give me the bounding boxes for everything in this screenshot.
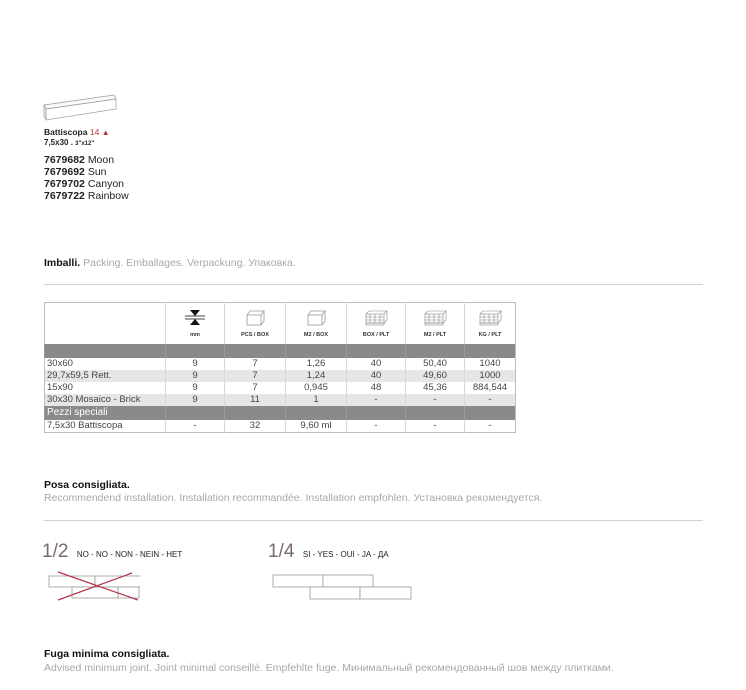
offset-ratio: 1/2 xyxy=(42,541,69,562)
half-offset-pattern-crossed-icon xyxy=(48,571,140,601)
header-label: PCS / BOX xyxy=(241,332,269,338)
header-thickness xyxy=(166,303,225,345)
cell-size: 15x90 xyxy=(47,382,73,393)
table-row xyxy=(45,420,516,433)
pallet-icon xyxy=(423,310,447,326)
band-cell xyxy=(347,406,406,420)
product-codes-list xyxy=(44,154,129,202)
table-band-special xyxy=(45,406,516,420)
color-name: Sun xyxy=(87,166,107,178)
cell-size: 30x30 Mosaico - Brick xyxy=(45,394,166,406)
cell: 1,26 xyxy=(286,358,347,370)
pallet-icon xyxy=(364,310,388,326)
cell: - xyxy=(166,420,225,433)
header-kg-plt xyxy=(465,303,516,345)
band-cell xyxy=(465,344,516,358)
table-row xyxy=(45,382,516,394)
header-label: M2 / PLT xyxy=(423,332,447,338)
header-m2-box xyxy=(286,303,347,345)
header-label: BOX / PLT xyxy=(362,332,390,338)
band-cell xyxy=(225,344,286,358)
cell: 7 xyxy=(225,358,286,370)
band-cell xyxy=(166,344,225,358)
header-pcs-box xyxy=(225,303,286,345)
cell: 1,24 xyxy=(286,370,347,382)
offset-label: NO - NO - NON - NEIN - HET xyxy=(76,550,183,559)
cell: 40 xyxy=(347,358,406,370)
table-band xyxy=(45,344,516,358)
packing-translations: Packing. Emballages. Verpackung. Упаковка. xyxy=(83,257,296,269)
skirting-tile-illustration xyxy=(42,93,118,123)
size-inch: 3"x12" xyxy=(75,141,95,147)
table-row xyxy=(45,394,516,406)
band-cell xyxy=(347,344,406,358)
divider xyxy=(44,520,703,521)
joint-title: Fuga minima consigliata. xyxy=(44,648,170,660)
product-name: Battiscopa xyxy=(44,127,88,137)
pallet-icon xyxy=(478,310,502,326)
cell: - xyxy=(406,394,465,406)
joint-translations: Advised minimum joint. Joint minimal conseillé. Empfehlte fuge. Минимальный рекомендованный шов между плитками. xyxy=(44,662,614,674)
product-code-item xyxy=(44,178,129,190)
packing-title: Imballi. xyxy=(44,257,81,269)
offset-label: SI - YES - OUI - JA - ДА xyxy=(302,550,389,559)
band-cell xyxy=(406,406,465,420)
offset-ratio: 1/4 xyxy=(268,541,295,562)
divider xyxy=(44,284,703,285)
cell: 49,60 xyxy=(406,370,465,382)
cell-size: 29,7x59,5 Rett. xyxy=(45,370,166,382)
product-title xyxy=(44,127,110,137)
cell: 9 xyxy=(166,394,225,406)
cell: - xyxy=(347,420,406,433)
packing-heading xyxy=(44,257,296,269)
band-cell xyxy=(286,406,347,420)
cell: 48 xyxy=(347,382,406,394)
code: 7679722 xyxy=(44,190,85,202)
band-cell xyxy=(225,406,286,420)
size-metric: 7,5x30 . xyxy=(44,138,73,147)
band-cell xyxy=(286,344,347,358)
special-pieces-label: Pezzi speciali xyxy=(45,406,166,420)
product-code-item xyxy=(44,190,129,202)
cell: 9 xyxy=(166,370,225,382)
cell: 9 xyxy=(166,382,225,394)
installation-title: Posa consigliata. xyxy=(44,479,130,491)
code: 7679702 xyxy=(44,178,85,190)
color-name: Moon xyxy=(87,154,115,166)
cell: 1000 xyxy=(465,370,516,382)
band-cell xyxy=(166,406,225,420)
cell: - xyxy=(465,420,516,433)
header-m2-plt xyxy=(406,303,465,345)
box-icon xyxy=(305,310,327,326)
cell: - xyxy=(465,394,516,406)
cell: 0,945 xyxy=(286,382,347,394)
cell: 45,36 xyxy=(406,382,465,394)
header-label: mm xyxy=(190,332,200,338)
cell: 884,544 xyxy=(465,382,516,394)
cell: - xyxy=(406,420,465,433)
cell: 1040 xyxy=(465,358,516,370)
product-number: 14 xyxy=(89,127,100,137)
warning-triangle-icon: ▲ xyxy=(101,128,110,137)
cell: 9 xyxy=(166,358,225,370)
header-label: KG / PLT xyxy=(478,332,502,338)
quarter-offset-pattern-icon xyxy=(272,574,414,602)
cell: 7 xyxy=(225,370,286,382)
table-header-row xyxy=(45,303,516,345)
color-name: Canyon xyxy=(87,178,125,190)
color-name: Rainbow xyxy=(87,190,129,202)
cell: 7 xyxy=(225,382,286,394)
box-icon xyxy=(244,310,266,326)
cell-size: 7,5x30 Battiscopa xyxy=(47,420,123,431)
cell: 9,60 ml xyxy=(286,420,347,433)
packing-table xyxy=(44,302,516,433)
cell: 1 xyxy=(286,394,347,406)
table-row xyxy=(45,358,516,370)
product-size xyxy=(44,138,94,147)
band-cell xyxy=(45,344,166,358)
cell: - xyxy=(347,394,406,406)
installation-option-allowed xyxy=(268,541,389,563)
product-code-item xyxy=(44,154,129,166)
band-cell xyxy=(465,406,516,420)
cell-size: 30x60 xyxy=(47,358,73,369)
header-box-plt xyxy=(347,303,406,345)
installation-translations: Recommendend installation. Installation recommandée. Installation empfohlen. Установка рекомендуется. xyxy=(44,492,543,504)
code: 7679692 xyxy=(44,166,85,178)
thickness-icon xyxy=(184,310,206,326)
cell: 40 xyxy=(347,370,406,382)
header-label: M2 / BOX xyxy=(303,332,329,338)
table-row xyxy=(45,370,516,382)
cell: 11 xyxy=(225,394,286,406)
cell: 50,40 xyxy=(406,358,465,370)
cell: 32 xyxy=(225,420,286,433)
product-code-item xyxy=(44,166,129,178)
code: 7679682 xyxy=(44,154,85,166)
band-cell xyxy=(406,344,465,358)
header-empty xyxy=(45,303,166,345)
installation-option-not-allowed xyxy=(42,541,182,563)
